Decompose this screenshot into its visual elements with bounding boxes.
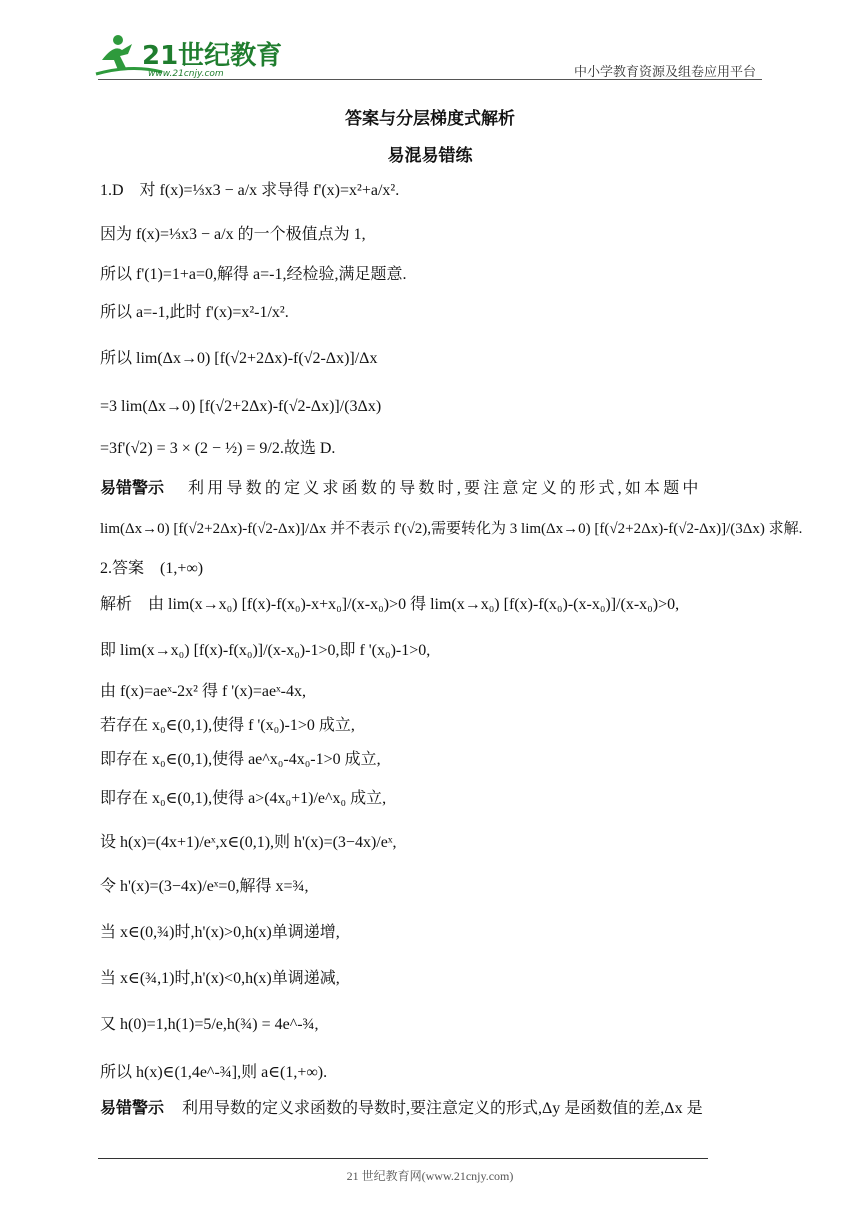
solution-line: =3 lim(Δx→0) [f(√2+2Δx)-f(√2-Δx)]/(3Δx) [100, 398, 382, 415]
solution-line: 当 x∈(¾,1)时,h'(x)<0,h(x)单调递减, [100, 970, 340, 987]
solution-line: 因为 f(x)=⅓x3 − a/x 的一个极值点为 1, [100, 226, 366, 243]
warning-note [100, 478, 702, 500]
logo-text: 21世纪教育 [142, 41, 283, 71]
platform-name: 中小学教育资源及组卷应用平台 [573, 64, 756, 79]
warning-note [100, 1098, 703, 1120]
solution-line: 当 x∈(0,¾)时,h'(x)>0,h(x)单调递增, [100, 924, 340, 941]
warning-label: 易错警示 [100, 480, 165, 497]
site-logo [92, 30, 283, 82]
section-title: 易混易错练 [387, 146, 473, 165]
solution-line: 即存在 x₀∈(0,1),使得 a>(4x₀+1)/e^x₀ 成立, [100, 790, 387, 807]
solution-line: 设 h(x)=(4x+1)/eˣ,x∈(0,1),则 h'(x)=(3−4x)/eˣ, [100, 834, 397, 851]
warning-label: 易错警示 [100, 1100, 165, 1117]
document-title: 答案与分层梯度式解析 [345, 109, 515, 128]
answer-line: 2.答案 (1,+∞) [100, 560, 204, 577]
warning-text: 利用导数的定义求函数的导数时,要注意定义的形式,Δy 是函数值的差,Δx 是 [182, 1100, 703, 1117]
solution-line: 所以 lim(Δx→0) [f(√2+2Δx)-f(√2-Δx)]/Δx [100, 350, 378, 367]
solution-line: =3f'(√2) = 3 × (2 − ½) = 9/2.故选 D. [100, 440, 336, 457]
logo-url: www.21cnjy.com [148, 69, 224, 79]
solution-line: 即 lim(x→x₀) [f(x)-f(x₀)]/(x-x₀)-1>0,即 f '(x₀)-1>0, [100, 642, 431, 659]
footer-divider [98, 1158, 708, 1159]
solution-line: 令 h'(x)=(3−4x)/eˣ=0,解得 x=¾, [100, 878, 309, 895]
solution-line: 若存在 x₀∈(0,1),使得 f '(x₀)-1>0 成立, [100, 717, 355, 734]
solution-line: 即存在 x₀∈(0,1),使得 ae^x₀-4x₀-1>0 成立, [100, 751, 381, 768]
footer-text: 21 世纪教育网(www.21cnjy.com) [346, 1169, 514, 1183]
solution-line: 又 h(0)=1,h(1)=5/e,h(¾) = 4e^-¾, [100, 1016, 319, 1033]
solution-line: 1.D 对 f(x)=⅓x3 − a/x 求导得 f'(x)=x²+a/x². [100, 182, 400, 199]
solution-line: 解析 由 lim(x→x₀) [f(x)-f(x₀)-x+x₀]/(x-x₀)>0 得 lim(x→x₀) [f(x)-f(x₀)-(x-x₀)]/(x-x₀)>0, [100, 596, 680, 613]
solution-line: lim(Δx→0) [f(√2+2Δx)-f(√2-Δx)]/Δx 并不表示 f'(√2),需要转化为 3 lim(Δx→0) [f(√2+2Δx)-f(√2-Δx)]/(3Δx) 求解. [100, 521, 803, 537]
solution-line: 所以 h(x)∈(1,4e^-¾],则 a∈(1,+∞). [100, 1064, 328, 1081]
solution-line: 由 f(x)=aeˣ-2x² 得 f '(x)=aeˣ-4x, [100, 683, 307, 700]
runner-logo-icon [92, 30, 283, 82]
solution-line: 所以 a=-1,此时 f'(x)=x²-1/x². [100, 304, 289, 321]
warning-text: 利用导数的定义求函数的导数时,要注意定义的形式,如本题中 [188, 480, 702, 497]
header-divider [98, 79, 762, 80]
solution-line: 所以 f'(1)=1+a=0,解得 a=-1,经检验,满足题意. [100, 266, 407, 283]
